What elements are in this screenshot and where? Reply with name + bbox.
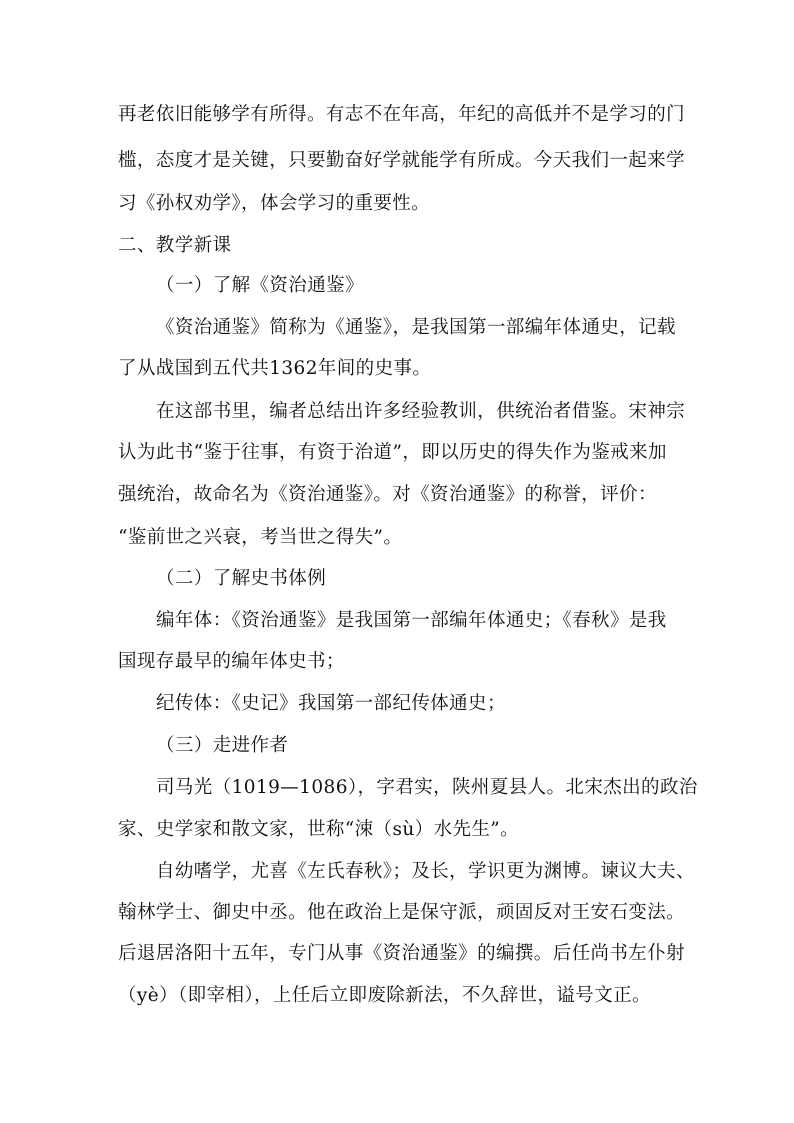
paragraph-line: 后退居洛阳十五年，专门从事《资治通鉴》的编撰。后任尚书左仆射 <box>118 943 686 964</box>
paragraph-line: 强统治，故命名为《资治通鉴》。对《资治通鉴》的称誉，评价： <box>118 484 657 505</box>
paragraph-line: 翰林学士、御史中丞。他在政治上是保守派，顽固反对王安石变法。 <box>118 902 686 923</box>
paragraph-line: 再老依旧能够学有所得。有志不在年高，年纪的高低并不是学习的门 <box>118 104 686 125</box>
paragraph-line: 了从战国到五代共1362年间的史事。 <box>118 358 432 379</box>
subsection-heading: （一）了解《资治通鉴》 <box>156 275 364 296</box>
paragraph-line: （yè）（即宰相），上任后立即废除新法，不久辞世，谥号文正。 <box>118 985 651 1006</box>
subsection-heading: （三）走进作者 <box>156 735 289 756</box>
paragraph-line: 司马光（1019—1086），字君实，陕州夏县人。北宋杰出的政治 <box>156 777 698 798</box>
paragraph-line: 认为此书“鉴于往事，有资于治道”，即以历史的得失作为鉴戒来加 <box>118 442 667 463</box>
paragraph-line: “鉴前世之兴衰，考当世之得失”。 <box>118 527 403 548</box>
paragraph-line: 家、史学家和散文家，世称“涑（sù）水先生”。 <box>118 819 520 840</box>
paragraph-line: 自幼嗜学，尤喜《左氏春秋》；及长，学识更为渊博。谏议大夫、 <box>156 861 695 882</box>
paragraph-line: 纪传体：《史记》我国第一部纪传体通史； <box>156 693 506 714</box>
subsection-heading: （二）了解史书体例 <box>156 568 327 589</box>
paragraph-line: 《资治通鉴》简称为《通鉴》，是我国第一部编年体通史，记载 <box>156 317 676 338</box>
paragraph-line: 编年体：《资治通鉴》是我国第一部编年体通史；《春秋》是我 <box>156 610 667 631</box>
paragraph-line: 在这部书里，编者总结出许多经验教训，供统治者借鉴。宋神宗 <box>156 401 686 422</box>
paragraph-line: 国现存最早的编年体史书； <box>118 651 345 672</box>
paragraph-line: 槛，态度才是关键，只要勤奋好学就能学有所成。今天我们一起来学 <box>118 150 686 171</box>
paragraph-line: 习《孙权劝学》，体会学习的重要性。 <box>118 193 431 214</box>
section-heading: 二、教学新课 <box>118 235 232 256</box>
